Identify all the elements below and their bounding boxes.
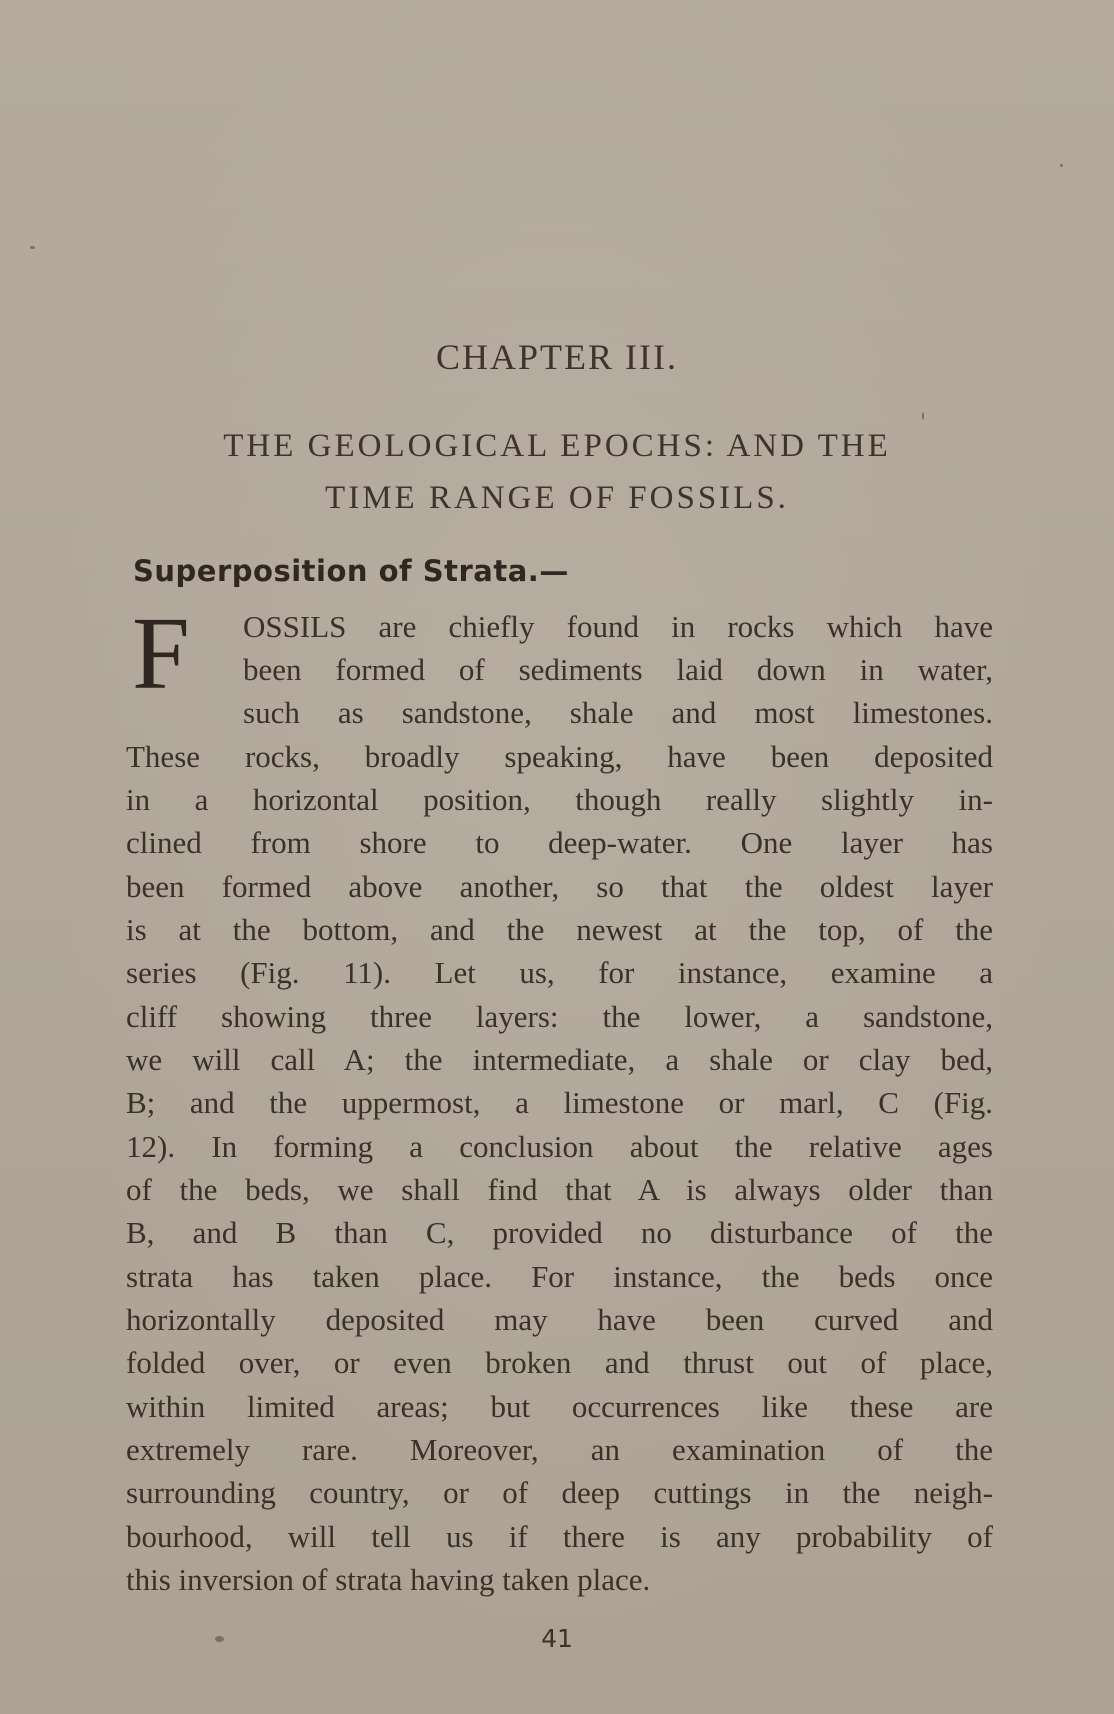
paragraph-line: B; and the uppermost, a limestone or marl, C (Fig. (126, 1085, 993, 1120)
paragraph-line: series (Fig. 11). Let us, for instance, examine a (126, 955, 993, 990)
paragraph-line: been formed above another, so that the oldest layer (126, 869, 993, 904)
paragraph-line: horizontally deposited may have been curved and (126, 1302, 993, 1337)
paragraph-line: clined from shore to deep-water. One layer has (126, 825, 993, 860)
section-heading: Superposition of Strata.— (133, 554, 569, 588)
paper-speck (1060, 164, 1063, 167)
paragraph-line: is at the bottom, and the newest at the top, of the (126, 912, 993, 947)
paragraph-line: These rocks, broadly speaking, have been deposited (126, 739, 993, 774)
paragraph-line: of the beds, we shall find that A is always older than (126, 1172, 993, 1207)
paragraph-line: surrounding country, or of deep cuttings in the neigh- (126, 1475, 993, 1510)
paragraph-line: 12). In forming a conclusion about the relative ages (126, 1129, 993, 1164)
paragraph-line: folded over, or even broken and thrust out of place, (126, 1345, 993, 1380)
paragraph-line: in a horizontal position, though really slightly in- (126, 782, 993, 817)
paragraph-line: within limited areas; but occurrences like these are (126, 1389, 993, 1424)
paragraph-line-last: this inversion of strata having taken place. (126, 1562, 651, 1597)
paragraph-line: extremely rare. Moreover, an examination of the (126, 1432, 993, 1467)
chapter-title-line-2: TIME RANGE OF FOSSILS. (325, 480, 789, 516)
chapter-title-line-1: THE GEOLOGICAL EPOCHS: AND THE (223, 428, 891, 464)
paper-speck (922, 412, 924, 420)
paragraph-line: such as sandstone, shale and most limestones. (243, 695, 993, 730)
paragraph-line: strata has taken place. For instance, the beds once (126, 1259, 993, 1294)
paragraph-line: OSSILS are chiefly found in rocks which have (243, 609, 993, 644)
paragraph-line: we will call A; the intermediate, a shale or clay bed, (126, 1042, 993, 1077)
chapter-heading: CHAPTER III. (436, 337, 678, 377)
paragraph-line: cliff showing three layers: the lower, a sandstone, (126, 999, 993, 1034)
paper-speck (215, 1636, 224, 1642)
paragraph-line: bourhood, will tell us if there is any probability of (126, 1519, 993, 1554)
paragraph-line: B, and B than C, provided no disturbance of the (126, 1215, 993, 1250)
page-number: 41 (541, 1624, 573, 1653)
paper-speck (30, 246, 35, 249)
drop-cap: F (132, 596, 190, 711)
paragraph-line: been formed of sediments laid down in water, (243, 652, 993, 687)
